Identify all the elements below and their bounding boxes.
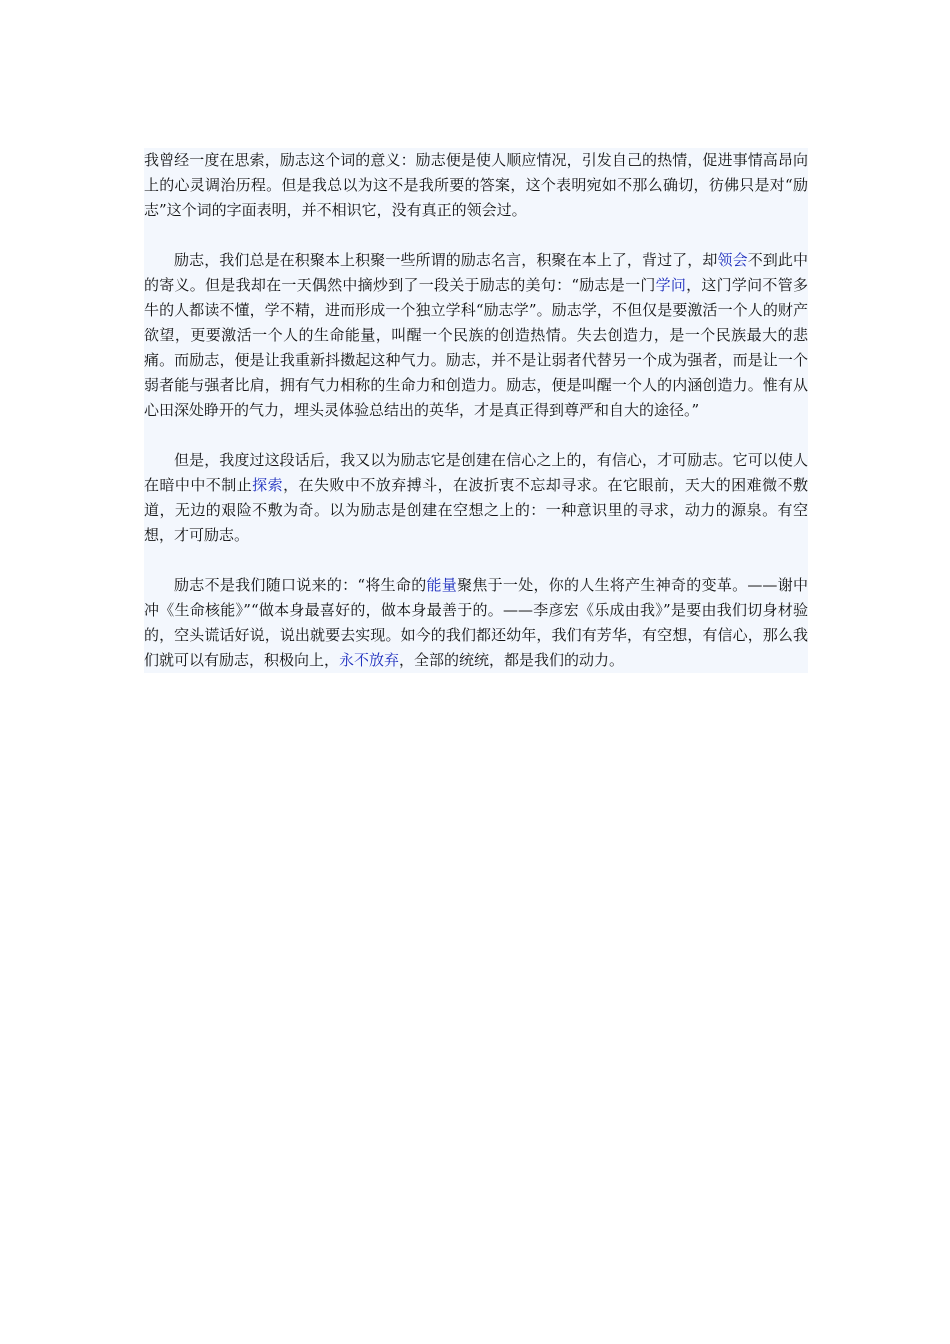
- link-xuewen[interactable]: 学问: [655, 276, 687, 294]
- link-linghui[interactable]: 领会: [717, 251, 748, 269]
- paragraph-4-text-b: 聚焦于一处，你的人生将产生神奇的变革。——谢中冲《生命核能》”“做本身最喜好的，做本身最善于的。——李彦宏《乐成由我》”是要由我们切身材验的，空头谎话好说，说出就要去实现。如今的我们都还幼年，我们有芳华，有空想，有信心，那么我们就可以有励志，积极向上，: [144, 576, 808, 669]
- paragraph-4-text-c: ，全部的统统，都是我们的动力。: [399, 651, 625, 669]
- link-yongbufangqi[interactable]: 永不放弃: [339, 651, 400, 669]
- paragraph-4-text-a: 励志不是我们随口说来的：“将生命的: [174, 576, 427, 594]
- paragraph-1-text: 我曾经一度在思索，励志这个词的意义：励志便是使人顺应情况，引发自己的热情，促进事情高昂向上的心灵调治历程。但是我总以为这不是我所要的答案，这个表明宛如不那么确切，彷佛只是对“励志”这个词的字面表明，并不相识它，没有真正的领会过。: [144, 151, 808, 219]
- paragraph-4: [144, 573, 808, 673]
- paragraph-2-text-c: ，这门学问不管多牛的人都读不懂，学不精，进而形成一个独立学科“励志学”。励志学，不但仅是要激活一个人的财产欲望，更要激活一个人的生命能量，叫醒一个民族的创造热情。失去创造力，是一个民族最大的悲痛。而励志，便是让我重新抖擞起这种气力。励志，并不是让弱者代替另一个成为强者，而是让一个弱者能与强者比肩，拥有气力相称的生命力和创造力。励志，便是叫醒一个人的内涵创造力。惟有从心田深处睁开的气力，埋头灵体验总结出的英华，才是真正得到尊严和自大的途径。”: [144, 276, 808, 419]
- paragraph-3-text-b: ，在失败中不放弃搏斗，在波折衷不忘却寻求。在它眼前，天大的困难微不敷道，无边的艰险不敷为奇。以为励志是创建在空想之上的：一种意识里的寻求，动力的源泉。有空想，才可励志。: [144, 476, 808, 544]
- paragraph-2-text-b: 不到此中的寄义。但是我却在一天偶然中摘炒到了一段关于励志的美句：“励志是一门: [144, 251, 808, 294]
- article-body: [144, 148, 808, 673]
- paragraph-gap: [144, 423, 808, 448]
- paragraph-gap: [144, 548, 808, 573]
- paragraph-gap: [144, 223, 808, 248]
- paragraph-3-text-a: 但是，我度过这段话后，我又以为励志它是创建在信心之上的，有信心，才可励志。它可以使人在暗中中不制止: [144, 451, 808, 494]
- paragraph-3: [144, 448, 808, 548]
- link-tansuo[interactable]: 探索: [252, 476, 284, 494]
- paragraph-2-text-a: 励志，我们总是在积聚本上积聚一些所谓的励志名言，积聚在本上了，背过了，却: [174, 251, 718, 269]
- paragraph-1: [144, 148, 808, 223]
- paragraph-2: [144, 248, 808, 423]
- link-nengliang[interactable]: 能量: [426, 576, 458, 594]
